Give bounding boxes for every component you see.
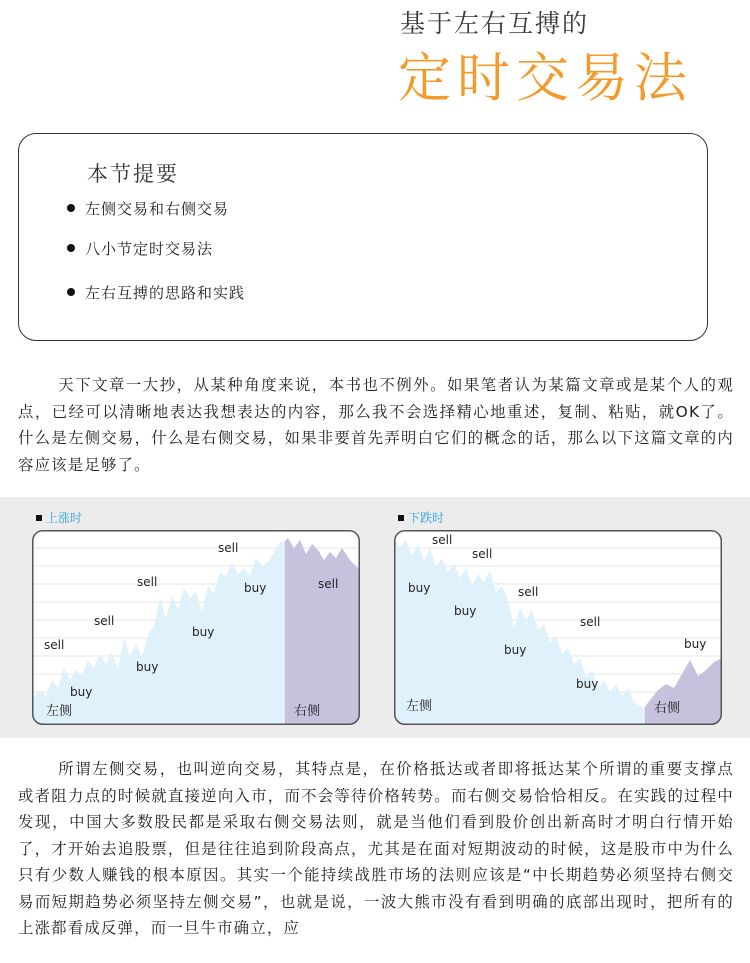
body-paragraph-1 [18,372,734,478]
annotation-buy: buy [504,643,527,657]
bullet-icon [67,244,75,252]
annotation-sell: sell [137,575,158,589]
chapter-title: 定时交易法 [398,48,693,109]
right-zone-area [284,538,360,725]
body-paragraph-2 [18,756,734,942]
annotation-buy: buy [244,581,267,595]
section-summary-box [18,133,708,341]
right-zone-label: 右侧 [654,701,681,716]
bullet-icon [67,288,75,296]
figure-area [0,497,750,738]
annotation-sell: sell [218,541,239,555]
left-chart-label [36,509,82,526]
summary-title: 本节提要 [87,162,179,186]
summary-item [67,282,245,303]
right-zone-label: 右侧 [294,704,321,719]
right-chart-label [398,509,444,526]
annotation-sell: sell [518,585,539,599]
summary-item-text: 左侧交易和右侧交易 [85,200,230,218]
chapter-subtitle: 基于左右互搏的 [400,9,590,38]
annotation-buy: buy [192,625,215,639]
right-chart-label-text: 下跌时 [408,511,445,525]
square-bullet-icon [398,515,404,521]
left-chart-label-text: 上涨时 [46,511,83,525]
annotation-buy: buy [684,637,707,651]
paragraph-1-text: 天下文章一大抄，从某种角度来说，本书也不例外。如果笔者认为某篇文章或是某个人的观点，已经可以清晰地表达我想表达的内容，那么我不会选择精心地重述，复制、粘贴，就OK了。什么是左侧交易，什么是右侧交易，如果非要首先弄明白它们的概念的话，那么以下这篇文章的内容应该是足够了。 [18,376,734,474]
annotation-sell: sell [432,533,453,547]
right-chart [394,530,722,725]
bullet-icon [67,204,75,212]
annotation-sell: sell [472,547,493,561]
annotation-sell: sell [318,577,339,591]
annotation-buy: buy [136,660,159,674]
annotation-buy: buy [408,581,431,595]
annotation-buy: buy [70,685,93,699]
annotation-sell: sell [44,638,65,652]
summary-item-text: 八小节定时交易法 [85,240,214,258]
summary-item [67,238,213,259]
annotation-sell: sell [580,615,601,629]
annotation-sell: sell [94,614,115,628]
left-zone-label: 左侧 [46,704,73,719]
annotation-buy: buy [576,677,599,691]
left-chart [32,530,360,725]
summary-item [67,198,229,219]
annotation-buy: buy [454,604,477,618]
left-zone-label: 左侧 [406,699,433,714]
paragraph-2-text: 所谓左侧交易，也叫逆向交易，其特点是，在价格抵达或者即将抵达某个所谓的重要支撑点或者阻力点的时候就直接逆向入市，而不会等待价格转势。而右侧交易恰恰相反。在实践的过程中发现，中国大多数股民都是采取右侧交易法则，就是当他们看到股价创出新高时才明白行情开始了，才开始去追股票，但是往往追到阶段高点，尤其是在面对短期波动的时候，这是股市中为什么只有少数人赚钱的根本原因。其实一个能持续战胜市场的法则应该是“中长期趋势必须坚持右侧交易而短期趋势必须坚持左侧交易”，也就是说，一波大熊市没有看到明确的底部出现时，把所有的上涨都看成反弹，而一旦牛市确立，应 [18,760,734,937]
square-bullet-icon [36,515,42,521]
summary-item-text: 左右互搏的思路和实践 [85,284,246,302]
